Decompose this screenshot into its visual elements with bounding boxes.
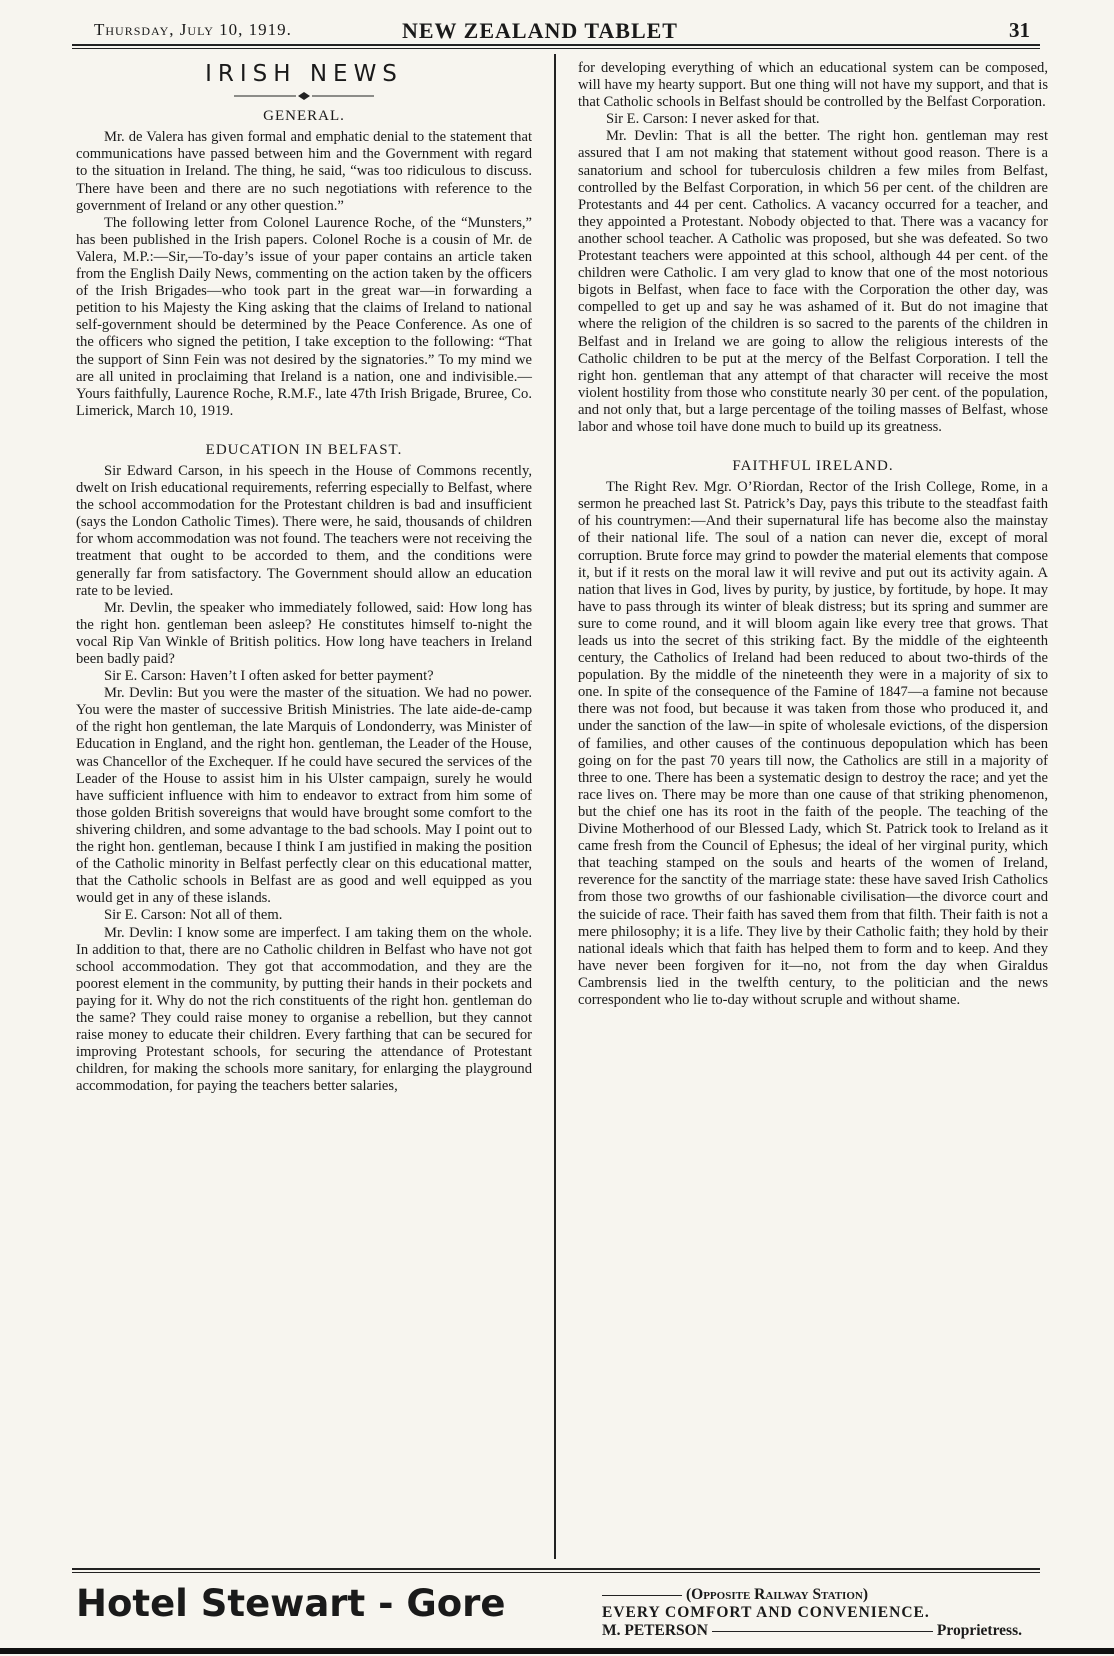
article-paragraph: Sir E. Carson: I never asked for that. [606,111,820,128]
column-divider [554,54,556,1559]
issue-date: Thursday, July 10, 1919. [94,20,292,39]
education-heading: EDUCATION IN BELFAST. [205,441,403,458]
article-paragraph: Mr. de Valera has given formal and emphatic denial to the statement that communications have passed between him and the Government with regard to the situation in Ireland. The thing, he said, “was too ridiculous to discuss. There have been and there are no such negotiations with reference to the government of Ireland or any other question.” [76,129,532,214]
ad-dash [602,1595,682,1596]
ad-tagline: EVERY COMFORT AND CONVENIENCE. [602,1604,930,1621]
article-paragraph: The Right Rev. Mgr. O’Riordan, Rector of the Irish College, Rome, in a sermon he preached last St. Patrick’s Day, pays this tribute to the steadfast faith of his countrymen:—And their supernatural life has become also the mainstay of their national life. The soul of a nation can never die, except of moral corruption. Brute force may grind to powder the material elements that compose it, but if it rests on the moral law it will revive and put out its activity again. A nation that lives in God, lives by purity, by justice, by fortitude, by hope. It may have to pass through its winter of bleak distress; but its spring and summer are sure to come round, and it will bloom again like every tree that grows. That leads us into the secret of this striking fact. By the middle of the eighteenth century, the Catholics of Ireland had been reduced to about two-thirds of the population. By the middle of the nineteenth they were in a majority of six to one. In spite of the consequence of the Famine of 1847—a famine not because there was not food, but because it was taken from those who produced it, and under the sanction of the law—in spite of wholesale evictions, of the dispersion of families, and other causes of the continuous depopulation which has been going on for the past 70 years till now, the Catholics are still in a majority of three to one. There has been a systematic design to destroy the race; and yet the race lives on. There may be more than one cause of that striking phenomenon, but the chief one has its root in the faith of the people. The teaching of the Divine Motherhood of our Blessed Lady, which St. Patrick took to Ireland as it came fresh from the Council of Ephesus; the ideal of her virginal purity, which that teaching stamped on the souls and hearts of the women of Ireland, reverence for the sanctity of the marriage state: these have saved Irish Catholics from those two growths of our fashionable civilisation—the divorce court and the suicide of race. Their faith has saved them from that filth. Their faith is not a mere philosophy; it is a life. They live by their Catholic faith; they hold by their national ideals which that faith has helped them to form and to keep. And they have never been forgiven for it—no, not from the day when Giraldus Cambrensis lied in the twelfth century, to the politician and the news correspondent who lie to-day without scruple and without shame. [578,479,1048,1008]
left-column [76,60,532,1095]
header-rule [72,44,1040,46]
right-column [578,60,1048,1009]
page-bottom-rule [0,1648,1114,1654]
article-paragraph: Mr. Devlin: But you were the master of the situation. We had no power. You were the master of successive British Ministries. The late aide-de-camp of the right hon gentleman, the late Marquis of Londonderry, was Minister of Education in England, and the right hon. gentleman, the Leader of the House, was Chancellor of the Exchequer. If he could have secured the services of the Leader of the House to assist him in his Ulster campaign, surely he would have sufficient influence with him to endeavor to extract from him some of those golden British sovereigns that would have brought some comfort to the shivering children, and some advantage to the bad schools. May I point out to the right hon. gentleman, because I think I am justified in making the position of the Catholic minority in Belfast perfectly clear on this educational matter, that the Catholic schools in Belfast are as good and well equipped as you would get in any of these islands. [76,685,532,907]
page-header [72,18,1040,42]
title-ornament [76,89,532,106]
ad-location: (Opposite Railway Station) [686,1586,868,1603]
ad-dash [712,1631,933,1632]
article-paragraph: Mr. Devlin, the speaker who immediately followed, said: How long has the right hon. gentleman been asleep? He constitutes himself to-night the vocal Rip Van Winkle of British politics. How long have teachers in Ireland been badly paid? [76,599,532,667]
article-paragraph: Mr. Devlin: That is all the better. The right hon. gentleman may rest assured that I am not making that statement without good reason. There is a sanatorium and school for tuberculosis children a few miles from Belfast, controlled by the Belfast Corporation, in which 56 per cent. of the children are Protestants and 44 per cent. Catholics. A vacancy occurred for a teacher, and they appointed a Protestant. Nobody objected to that. There was a vacancy for another school teacher. A Catholic was proposed, but she was defeated. So two Protestant teachers were appointed at this school, although 44 per cent. of the children were Catholic. I am very glad to know that one of the most notorious bigots in Belfast, when face to face with the Corporation the other day, was compelled to get up and say he was ashamed of it. But do not imagine that where the religion of the children is so sacred to the parents of the children in Belfast and in Ireland we are going to allow the religious interests of the Catholic children to be put at the mercy of the Belfast Corporation. I tell the right hon. gentleman that any attempt of that character will receive the most violent hostility from those who constitute nearly 30 per cent. of the population, and not only that, but a large percentage of the toiling masses of Belfast, whose labor and whose toil have done much to build up its greatness. [578,128,1048,435]
ornament-divider-icon [234,91,374,101]
page-number: 31 [1009,18,1030,42]
article-paragraph: Mr. Devlin: I know some are imperfect. I am taking them on the whole. In addition to that, there are no Catholic children in Belfast who have not got school accommodation. They got that accommodation, and they are the poorest element in the community, by putting their hands in their pockets and paying for it. Why do not the rich constituents of the right hon. gentleman do the same? They could raise money to organise a rebellion, but they cannot raise money to educate their children. Every farthing that can be secured for improving Protestant schools, for securing the attendance of Protestant children, for making the schools more sanitary, for enlarging the playground accommodation, for paying the teachers better salaries, [76,924,532,1095]
section-title: IRISH NEWS [205,61,403,87]
ad-proprietor-role: Proprietress. [936,1622,1022,1639]
masthead: NEW ZEALAND TABLET [402,18,678,43]
article-paragraph: for developing everything of which an educational system can be composed, will have my hearty support. But one thing will not have my support, and that is that Catholic schools in Belfast should be controlled by the Belfast Corporation. [578,60,1048,111]
footer-rule [72,1568,1040,1570]
article-paragraph: Sir E. Carson: Not all of them. [104,907,283,924]
hotel-advertisement: Hotel Stewart - Gore [76,1582,506,1625]
article-paragraph: The following letter from Colonel Laurence Roche, of the “Munsters,” has been published in the Irish papers. Colonel Roche is a cousin of Mr. de Valera, M.P.:—Sir,—To-day’s issue of your paper contains an article taken from the English Daily News, commenting on the action taken by the officers of the Irish Brigades—who took part in the great war—in forwarding a petition to his Majesty the King asking that the claims of Ireland to national self-government should be determined by the Peace Conference. As one of the officers who signed the petition, I take exception to the following: “That the support of Sinn Fein was not desired by the signatories.” To my mind we are all united in proclaiming that Ireland is a nation, one and indivisible.—Yours faithfully, Laurence Roche, R.M.F., late 47th Irish Brigade, Bruree, Co. Limerick, March 10, 1919. [76,214,532,419]
faithful-heading: FAITHFUL IRELAND. [732,458,894,475]
general-heading: GENERAL. [263,108,345,125]
ad-proprietor-name: M. PETERSON [602,1622,708,1639]
article-paragraph: Sir E. Carson: Haven’t I often asked for better payment? [104,668,434,685]
hotel-advertisement-details [602,1586,1022,1640]
footer-rule-thin [72,1572,1040,1573]
header-rule-thin [72,48,1040,49]
article-paragraph: Sir Edward Carson, in his speech in the House of Commons recently, dwelt on Irish educational requirements, referring especially to Belfast, where the school accommodation for the Protestant children is bad and insufficient (says the London Catholic Times). There were, he said, thousands of children for whom accommodation was not found. The teachers were not receiving the treatment that ought to be accorded to them, and the conditions were generally far from satisfactory. The Government should allow an education rate to be levied. [76,462,532,599]
